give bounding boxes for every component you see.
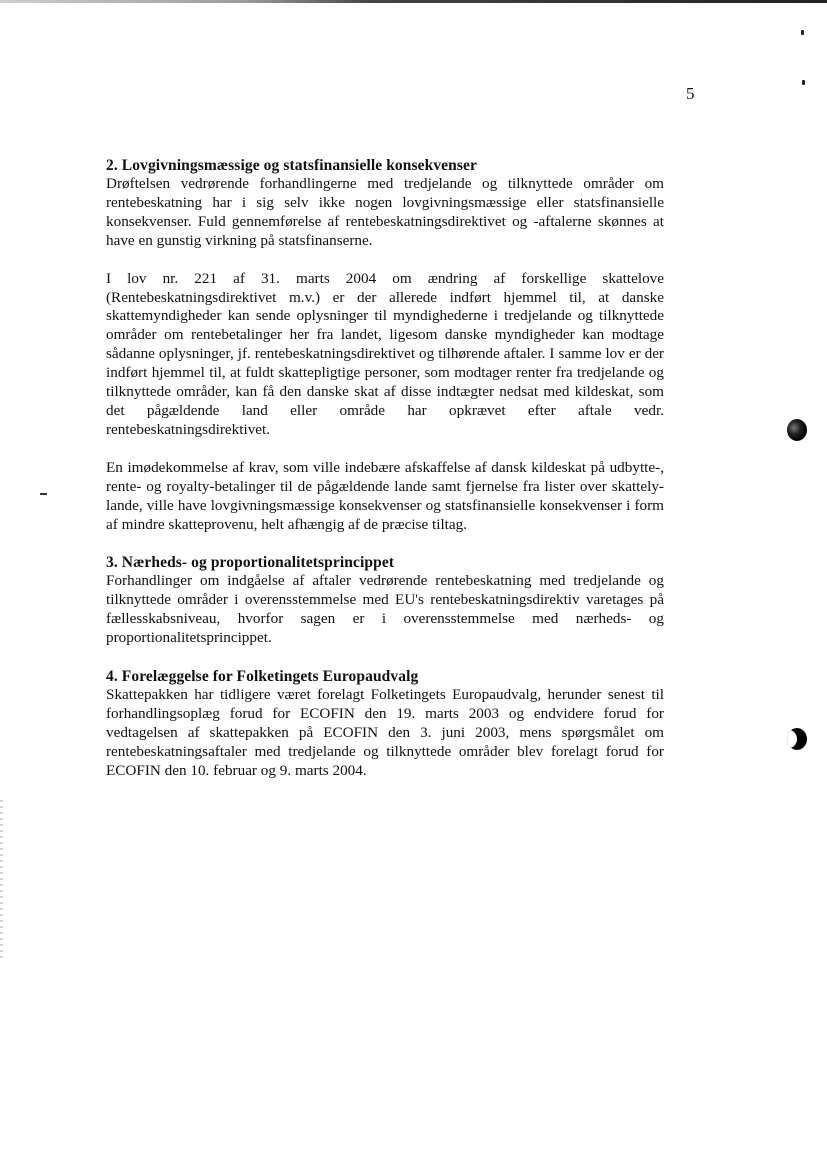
document-body	[106, 156, 664, 781]
paragraph: Skattepakken har tidligere været forelagt Folketingets Europaudvalg, herunder senest til forhandlingsoplæg forud for ECOFIN den 19. marts 2003 og endvidere forud for vedtagelsen af skattepakken på ECOFIN den 3. juni 2003, mens spørgsmålet om rentebeskatningsaftaler med tredjelande og tilknyttede områder blev forelagt forud for ECOFIN den 10. februar og 9. marts 2004.	[106, 686, 664, 779]
section-heading: 3. Nærheds- og proportionalitetsprincippet	[106, 554, 395, 572]
scan-left-edge	[0, 800, 3, 960]
section-subsidiarity	[106, 553, 664, 648]
section-heading: 2. Lovgivningsmæssige og statsfinansielle konsekvenser	[106, 157, 477, 174]
section-heading: 4. Forelæggelse for Folketingets Europaudvalg	[106, 668, 419, 686]
scan-top-edge	[0, 0, 827, 3]
margin-mark	[40, 493, 47, 495]
section-consequences	[106, 156, 664, 534]
paragraph: Forhandlinger om indgåelse af aftaler vedrørende rentebeskatning med tredjelande og tilknyttede områder i overensstemmelse med EU's rentebeskatningsdirektiv varetages på fællesskabsniveau, hvorfor sagen er i overensstemmelse med nærheds- og proportionalitetsprincippet.	[106, 572, 664, 647]
scan-speck	[802, 80, 805, 85]
punch-hole	[787, 728, 807, 750]
section-committee	[106, 667, 664, 781]
paragraph: Drøftelsen vedrørende forhandlingerne med tredjelande og tilknyttede områder om rentebeskatning har i sig selv ikke nogen lovgivningsmæssige eller statsfinansielle konsekvenser. Fuld gennemførelse af rentebeskatningsdirektivet og -aftalerne skønnes at have en gunstig virkning på statsfinanserne.	[106, 175, 664, 249]
paragraph: En imødekommelse af krav, som ville indebære afskaffelse af dansk kildeskat på udbytte-, rente- og royalty-betalinger til de pågældende lande samt fjernelse fra lister over skattely-lande, ville have lovgivningsmæssige konsekvenser og statsfinansielle konsekvenser i form af mindre skatteprovenu, helt afhængig af de præcise tiltag.	[106, 458, 664, 533]
punch-hole	[787, 419, 807, 441]
scan-speck	[801, 30, 804, 35]
paragraph: I lov nr. 221 af 31. marts 2004 om ændring af forskellige skattelove (Rentebeskatningsdirektivet m.v.) er der allerede indført hjemmel til, at danske skattemyndigheder kan sende oplysninger til myndighederne i tredjelande og tilknyttede områder om rentebetalinger her fra landet, ligesom danske myndigheder kan modtage sådanne oplysninger, jf. rentebeskatningsdirektivet og tilhørende aftaler. I samme lov er der indført hjemmel til, at fuldt skattepligtige personer, som modtager renter fra tredjelande og tilknyttede områder, kan få den danske skat af disse indtægter nedsat med kildeskat, som det pågældende land eller område har opkrævet efter aftale vedr. rentebeskatningsdirektivet.	[106, 269, 664, 438]
page-number: 5	[686, 84, 695, 103]
